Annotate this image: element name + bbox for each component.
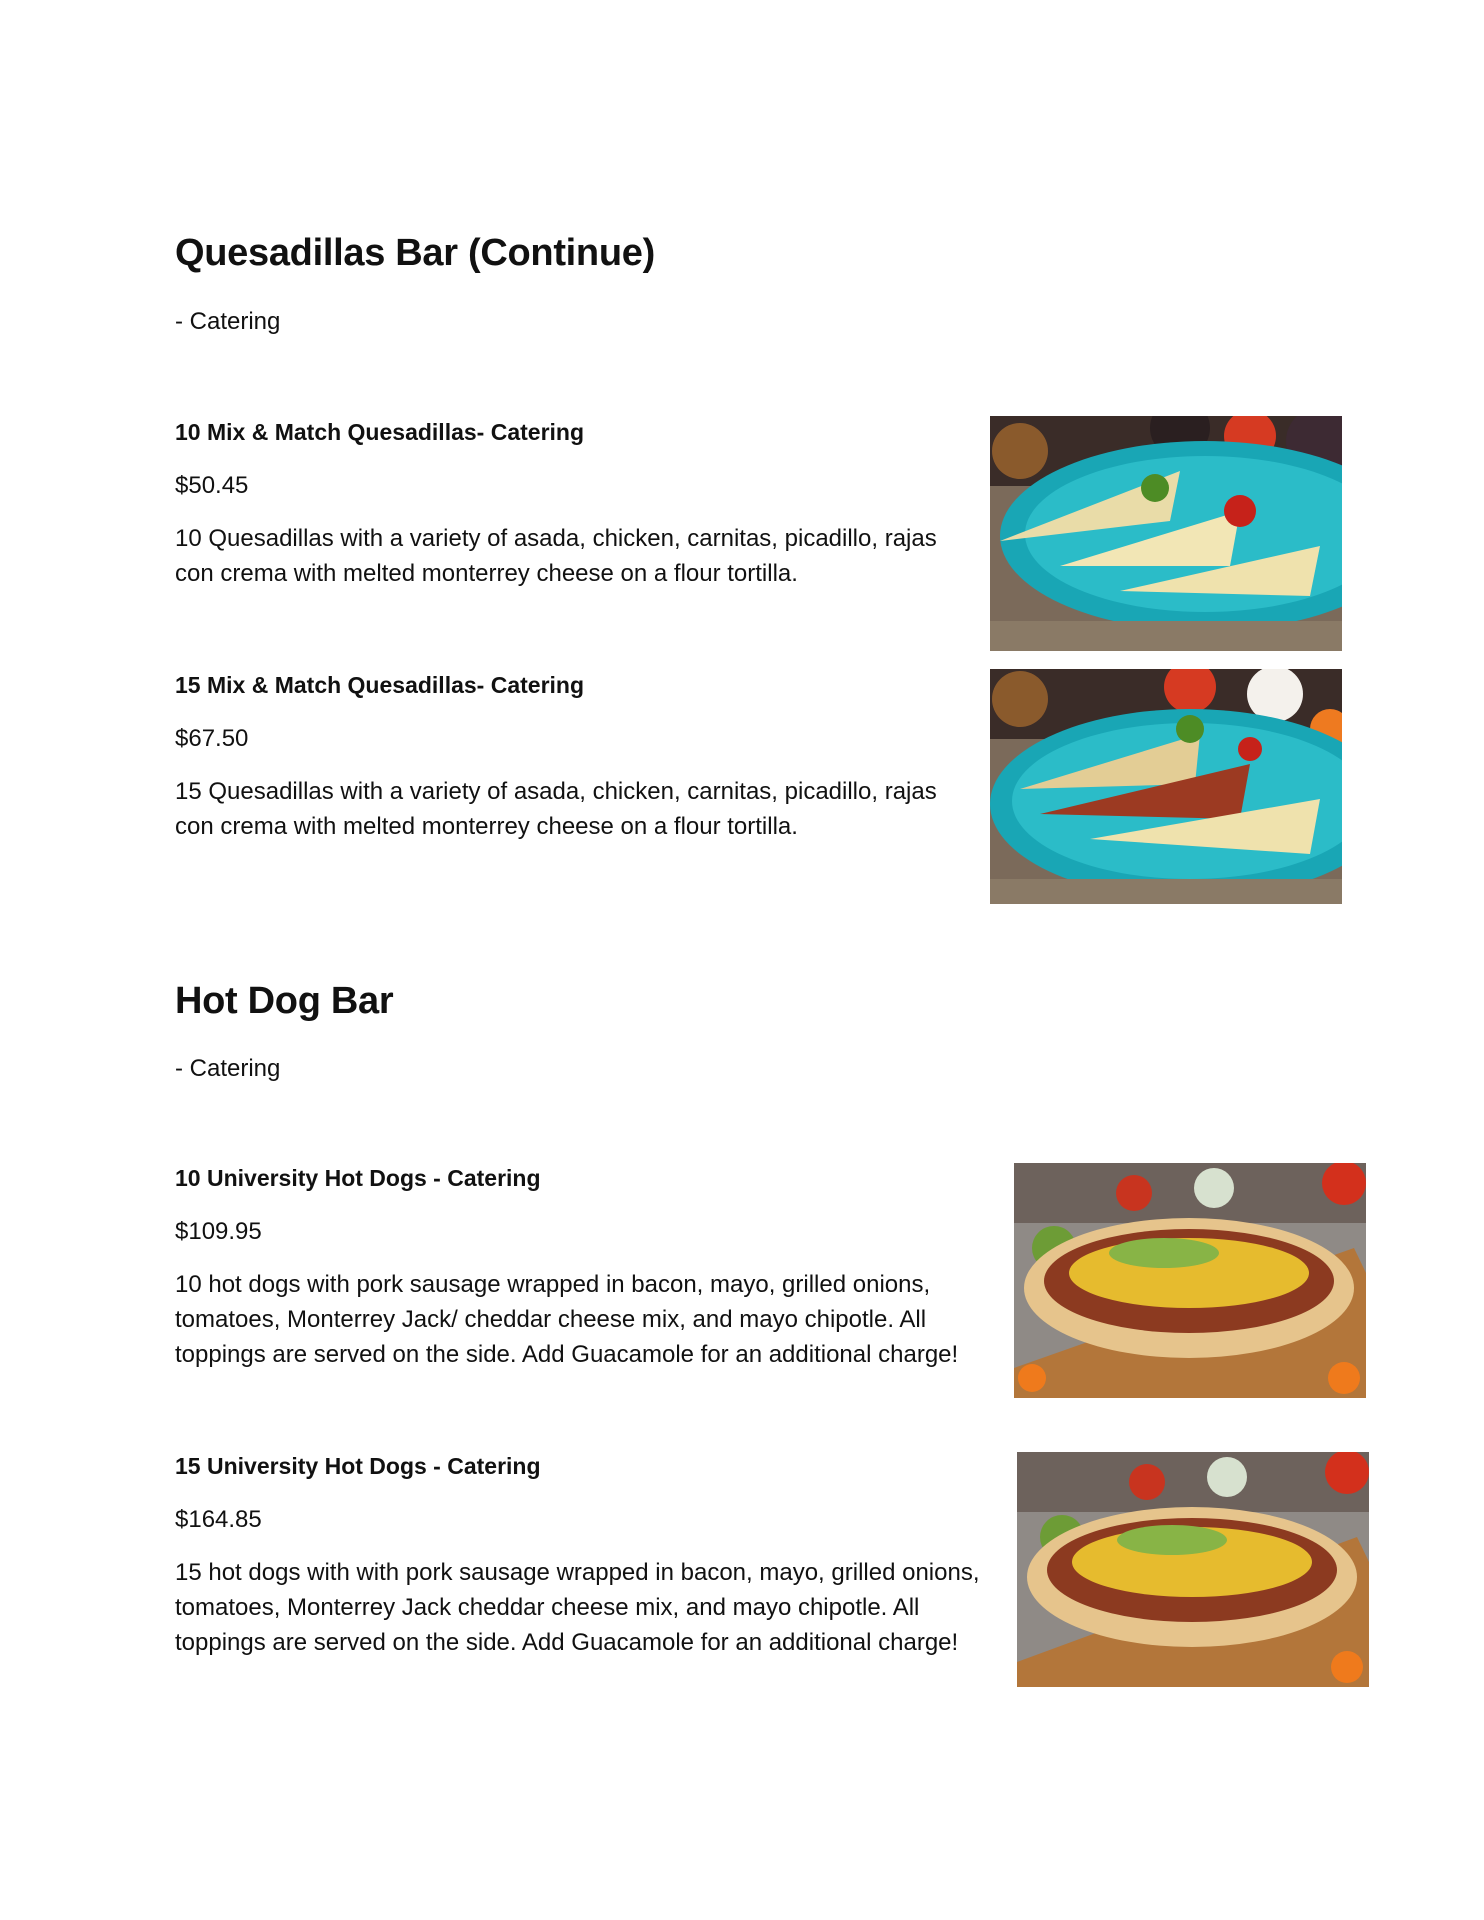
item-price: $164.85 — [175, 1506, 262, 1533]
item-price: $109.95 — [175, 1218, 262, 1245]
item-price: $67.50 — [175, 725, 249, 752]
item-description: 10 hot dogs with pork sausage wrapped in bacon, mayo, grilled onions, tomatoes, Monterrey Jack/ cheddar cheese mix, and mayo chipotle. All toppings are served on the side. Add Guacamole for an additional charge! — [175, 1271, 959, 1368]
section-subtitle-hot-dog-bar: - Catering — [175, 1055, 281, 1082]
section-title-hot-dog-bar: Hot Dog Bar — [175, 980, 394, 1022]
menu-item-15-quesadillas[interactable] — [175, 670, 975, 844]
item-name: 15 University Hot Dogs - Catering — [175, 1453, 541, 1479]
menu-item-10-hot-dogs[interactable] — [175, 1163, 995, 1372]
hot-dog-board-photo — [1017, 1452, 1369, 1687]
item-description: 15 Quesadillas with a variety of asada, chicken, carnitas, picadillo, rajas con crema with melted monterrey cheese on a flour tortilla. — [175, 778, 937, 840]
item-description: 15 hot dogs with with pork sausage wrapped in bacon, mayo, grilled onions, tomatoes, Monterrey Jack cheddar cheese mix, and mayo chipotle. All toppings are served on the side. Add Guacamole for an additional charge! — [175, 1559, 980, 1656]
item-name: 10 Mix & Match Quesadillas- Catering — [175, 419, 585, 445]
section-title-quesadillas: Quesadillas Bar (Continue) — [175, 232, 655, 274]
item-name: 10 University Hot Dogs - Catering — [175, 1165, 541, 1191]
item-description: 10 Quesadillas with a variety of asada, chicken, carnitas, picadillo, rajas con crema with melted monterrey cheese on a flour tortilla. — [175, 525, 937, 587]
quesadilla-plate-photo — [990, 669, 1342, 904]
item-price: $50.45 — [175, 472, 249, 499]
quesadilla-plate-photo — [990, 416, 1342, 651]
section-subtitle-quesadillas: - Catering — [175, 308, 281, 335]
item-name: 15 Mix & Match Quesadillas- Catering — [175, 672, 585, 698]
menu-item-10-quesadillas[interactable] — [175, 417, 975, 591]
hot-dog-board-photo — [1014, 1163, 1366, 1398]
menu-item-15-hot-dogs[interactable] — [175, 1451, 1005, 1660]
